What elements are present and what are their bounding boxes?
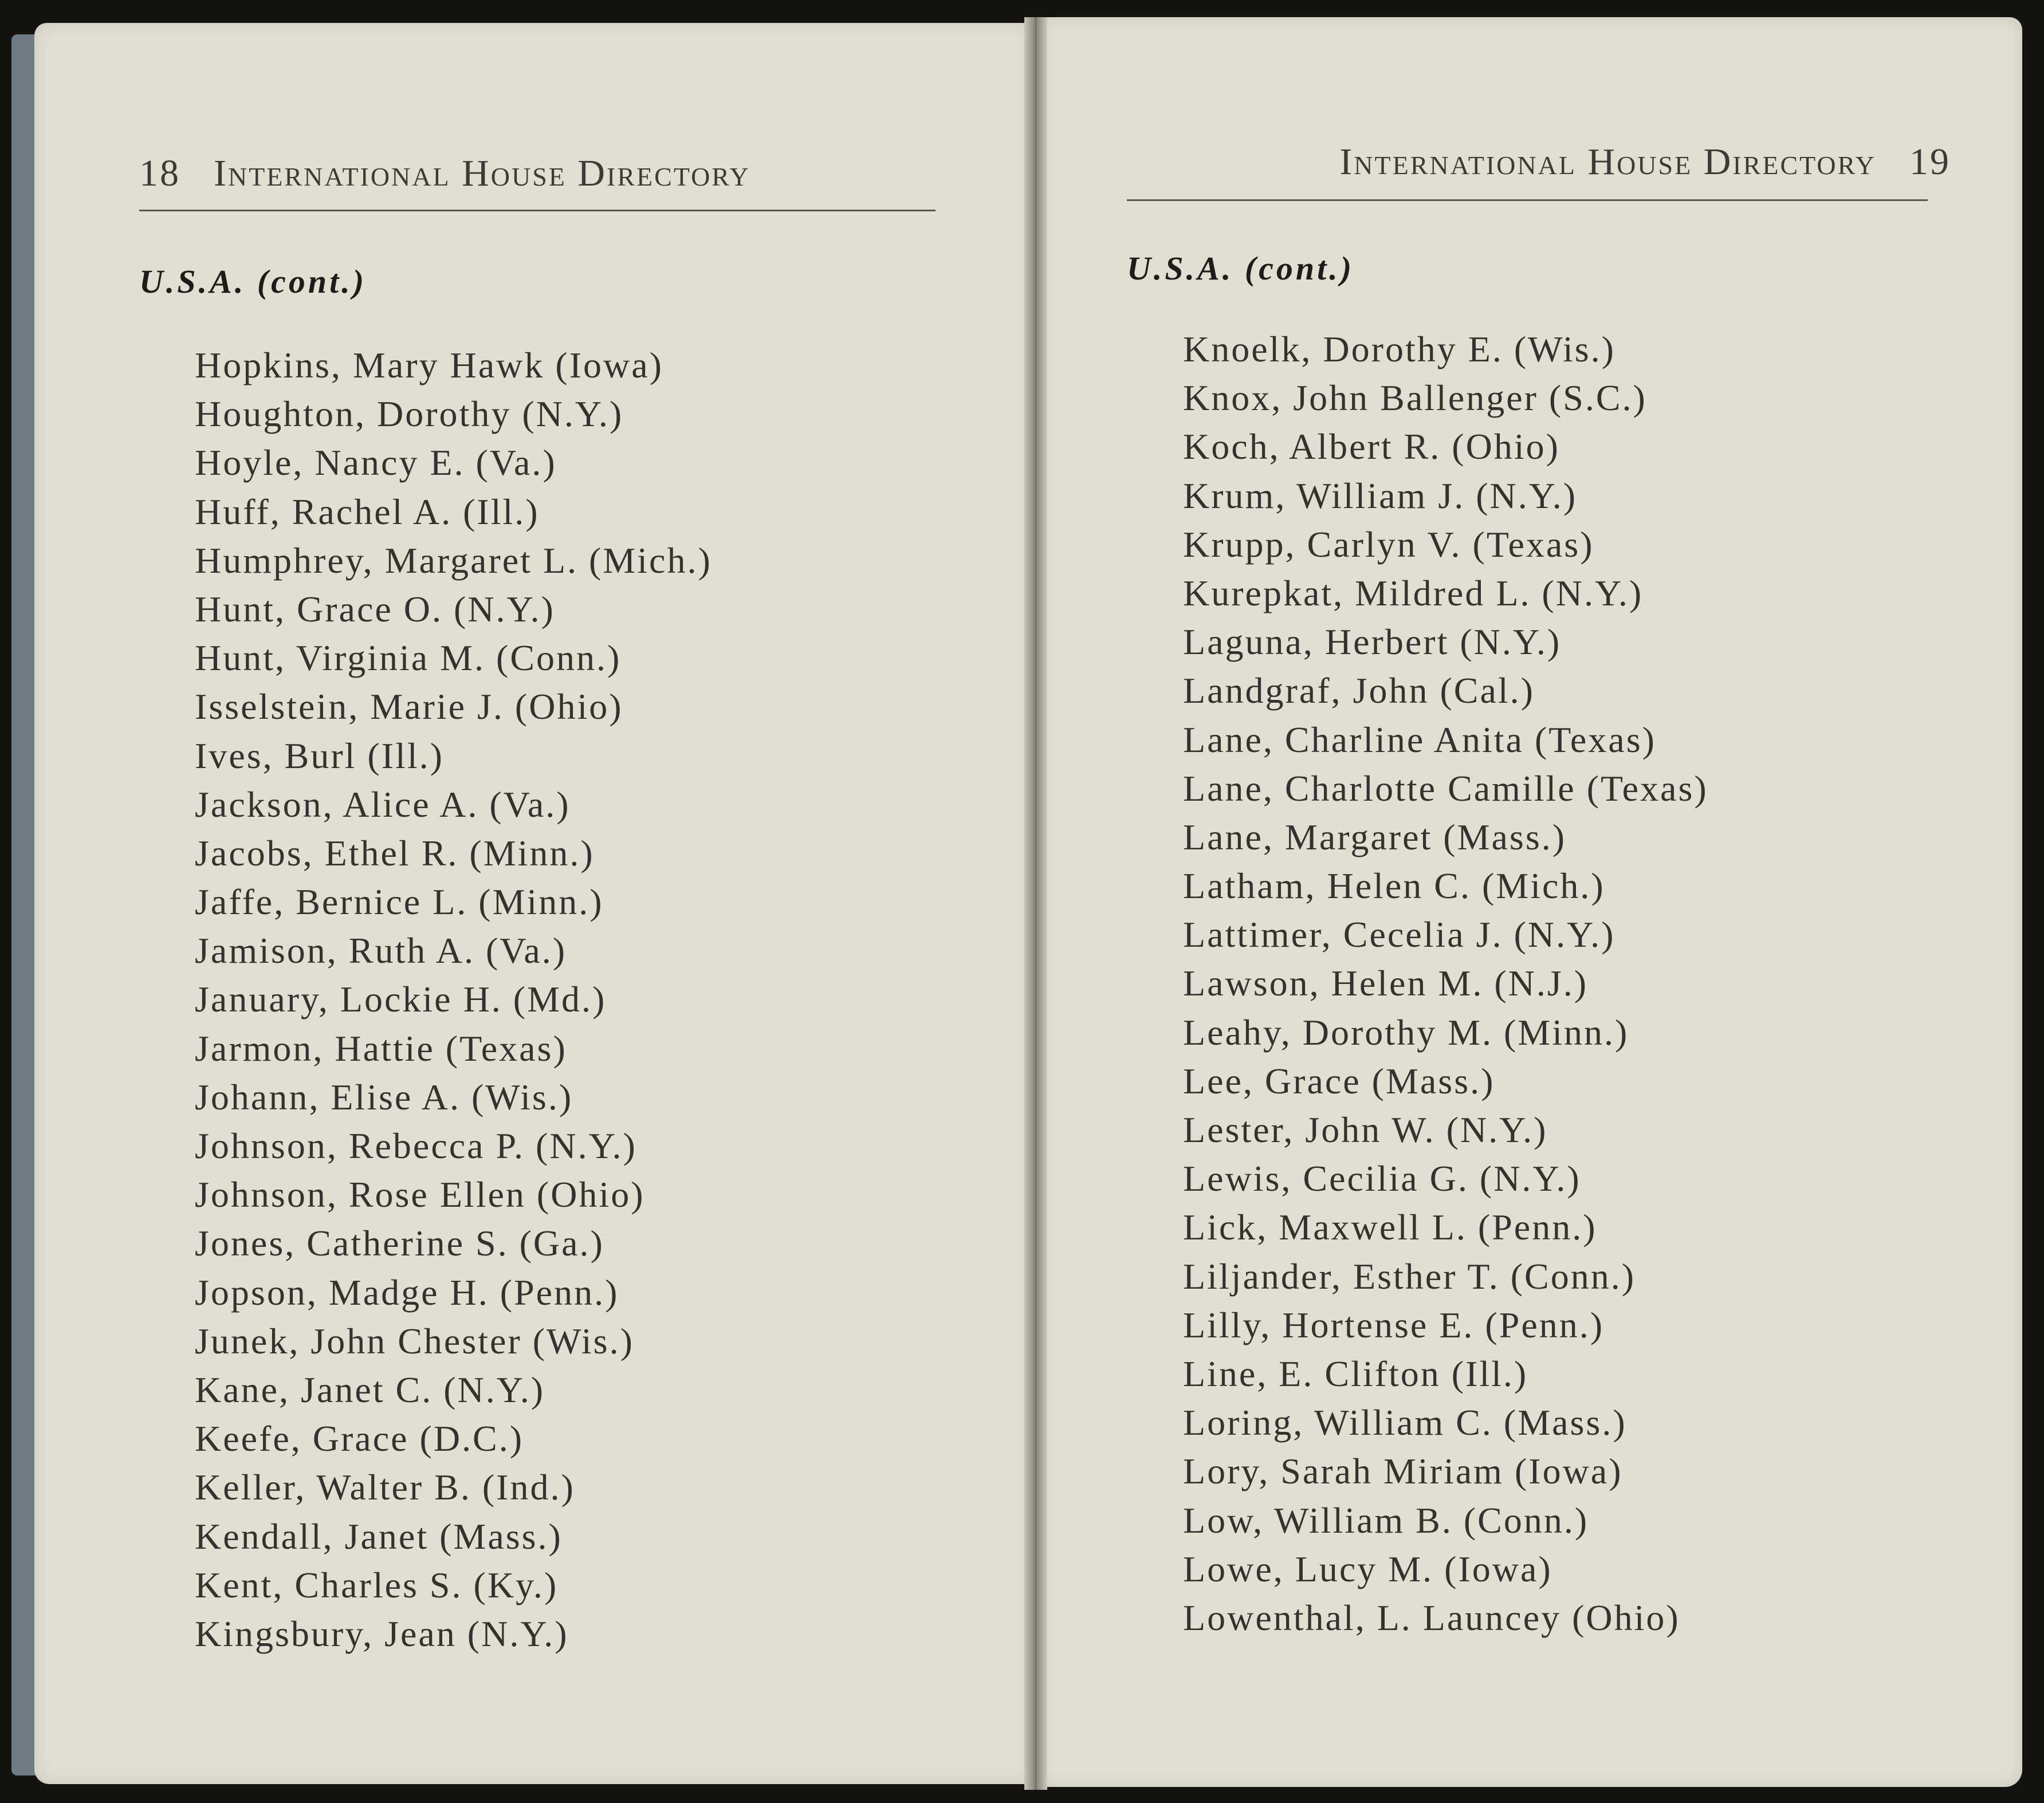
directory-entry: Kurepkat, Mildred L. (N.Y.) — [1183, 572, 1644, 613]
directory-entry: Jaffe, Bernice L. (Minn.) — [195, 881, 604, 923]
directory-entry: Leahy, Dorothy M. (Minn.) — [1183, 1011, 1629, 1053]
directory-entry: Hopkins, Mary Hawk (Iowa) — [195, 345, 663, 385]
right-header-rule — [1127, 199, 1928, 201]
directory-entry: Lane, Charline Anita (Texas) — [1183, 719, 1656, 760]
directory-entry: Lowenthal, L. Launcey (Ohio) — [1183, 1597, 1680, 1638]
directory-entry: Kent, Charles S. (Ky.) — [195, 1564, 559, 1605]
directory-entry: Kingsbury, Jean (N.Y.) — [195, 1613, 569, 1654]
left-header-rule — [139, 210, 935, 211]
directory-entry: January, Lockie H. (Md.) — [195, 979, 607, 1020]
right-page-header — [1339, 140, 1951, 184]
directory-entry: Jones, Catherine S. (Ga.) — [195, 1223, 604, 1264]
directory-entry: Hoyle, Nancy E. (Va.) — [195, 442, 557, 483]
directory-entry: Loring, William C. (Mass.) — [1183, 1402, 1627, 1443]
directory-entry: Liljander, Esther T. (Conn.) — [1183, 1255, 1636, 1297]
directory-entry: Lee, Grace (Mass.) — [1183, 1060, 1495, 1101]
directory-entry: Low, William B. (Conn.) — [1183, 1499, 1589, 1541]
directory-entry: Isselstein, Marie J. (Ohio) — [195, 686, 623, 727]
directory-entry: Johnson, Rebecca P. (N.Y.) — [195, 1125, 637, 1166]
directory-entry: Lester, John W. (N.Y.) — [1183, 1109, 1548, 1150]
directory-entry: Knoelk, Dorothy E. (Wis.) — [1183, 329, 1615, 369]
directory-entry: Houghton, Dorothy (N.Y.) — [195, 393, 624, 435]
directory-entry: Lane, Margaret (Mass.) — [1183, 816, 1567, 857]
directory-entry: Lane, Charlotte Camille (Texas) — [1183, 767, 1708, 809]
right-section-heading: U.S.A. (cont.) — [1127, 250, 1355, 287]
right-page-number: 19 — [1909, 141, 1951, 183]
directory-entry: Laguna, Herbert (N.Y.) — [1183, 621, 1562, 663]
directory-entry: Knox, John Ballenger (S.C.) — [1183, 377, 1647, 419]
directory-entry: Lawson, Helen M. (N.J.) — [1183, 963, 1589, 1004]
directory-entry: Hunt, Grace O. (N.Y.) — [195, 588, 555, 629]
directory-entry: Jarmon, Hattie (Texas) — [195, 1028, 567, 1069]
directory-entry: Jacobs, Ethel R. (Minn.) — [195, 832, 595, 873]
left-page — [34, 23, 1031, 1784]
left-running-head: International House Directory — [214, 152, 750, 194]
left-entry-list — [195, 341, 712, 1658]
directory-entry: Lilly, Hortense E. (Penn.) — [1183, 1304, 1605, 1345]
directory-entry: Lick, Maxwell L. (Penn.) — [1183, 1207, 1597, 1248]
directory-entry: Keller, Walter B. (Ind.) — [195, 1467, 575, 1508]
directory-entry: Kane, Janet C. (N.Y.) — [195, 1369, 545, 1410]
directory-entry: Johnson, Rose Ellen (Ohio) — [195, 1174, 645, 1215]
directory-entry: Jackson, Alice A. (Va.) — [195, 784, 571, 825]
directory-entry: Keefe, Grace (D.C.) — [195, 1418, 524, 1459]
directory-entry: Johann, Elise A. (Wis.) — [195, 1076, 573, 1117]
directory-entry: Humphrey, Margaret L. (Mich.) — [195, 540, 712, 581]
book-gutter — [1024, 17, 1047, 1790]
directory-entry: Koch, Albert R. (Ohio) — [1183, 426, 1560, 467]
right-page — [1040, 17, 2022, 1787]
left-page-header — [139, 152, 750, 195]
directory-entry: Lory, Sarah Miriam (Iowa) — [1183, 1451, 1623, 1492]
directory-entry: Ives, Burl (Ill.) — [195, 735, 444, 776]
directory-entry: Kendall, Janet (Mass.) — [195, 1515, 563, 1557]
directory-entry: Hunt, Virginia M. (Conn.) — [195, 637, 622, 679]
directory-entry: Huff, Rachel A. (Ill.) — [195, 491, 540, 532]
left-page-number: 18 — [139, 152, 180, 194]
directory-entry: Lewis, Cecilia G. (N.Y.) — [1183, 1158, 1581, 1199]
right-entry-list — [1183, 325, 1708, 1642]
directory-entry: Jopson, Madge H. (Penn.) — [195, 1271, 619, 1313]
directory-entry: Latham, Helen C. (Mich.) — [1183, 865, 1605, 907]
directory-entry: Krum, William J. (N.Y.) — [1183, 475, 1578, 516]
directory-entry: Lowe, Lucy M. (Iowa) — [1183, 1548, 1552, 1589]
right-running-head: International House Directory — [1339, 141, 1876, 183]
directory-entry: Jamison, Ruth A. (Va.) — [195, 930, 567, 971]
directory-entry: Line, E. Clifton (Ill.) — [1183, 1353, 1528, 1394]
directory-entry: Junek, John Chester (Wis.) — [195, 1320, 634, 1361]
directory-entry: Lattimer, Cecelia J. (N.Y.) — [1183, 914, 1615, 955]
left-section-heading: U.S.A. (cont.) — [139, 263, 367, 300]
directory-entry: Landgraf, John (Cal.) — [1183, 670, 1535, 711]
directory-entry: Krupp, Carlyn V. (Texas) — [1183, 523, 1594, 565]
